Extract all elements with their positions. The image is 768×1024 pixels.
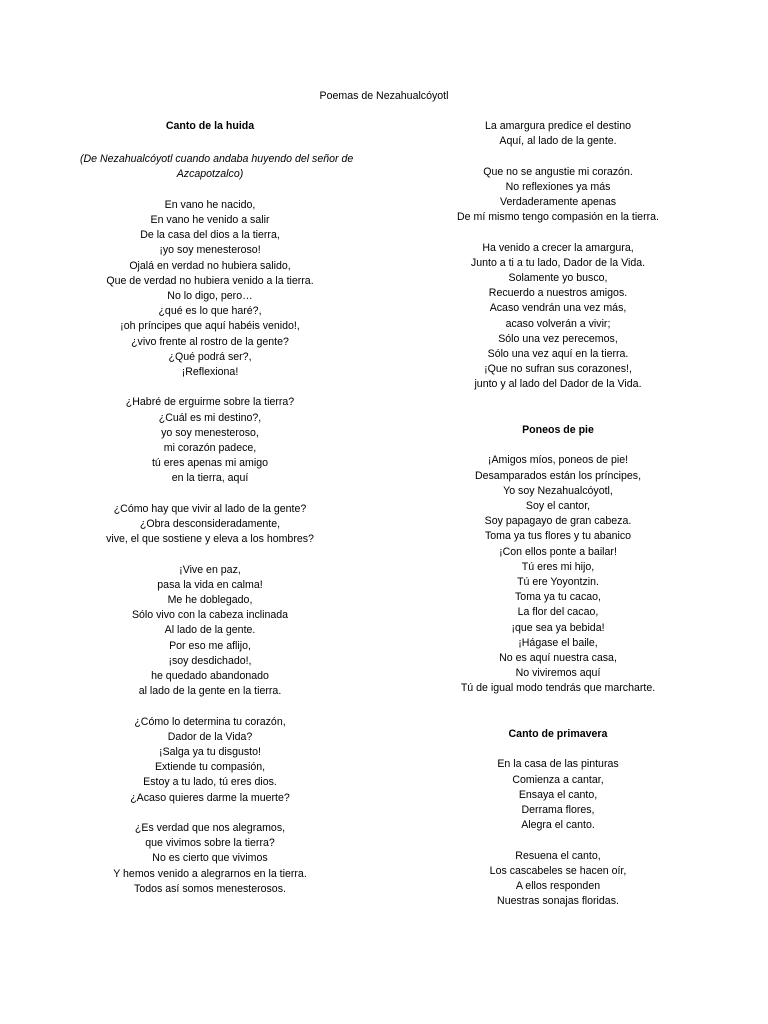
- poem-line: Toma ya tus flores y tu abanico: [484, 530, 632, 543]
- poem-line: ¡oh príncipes que aquí habéis venido!,: [120, 320, 300, 333]
- poem-line: Todos así somos menesterosos.: [134, 882, 286, 895]
- stanza: [80, 395, 340, 486]
- right-poems: [414, 423, 702, 909]
- poem-line: ¡Hágase el baile,: [518, 636, 598, 649]
- poem-line: he quedado abandonado: [151, 670, 269, 683]
- right-column: [414, 119, 702, 909]
- poem-line: Ha venido a crecer la amargura,: [482, 241, 634, 254]
- poem-line: ¿vivo frente al rostro de la gente?: [131, 335, 289, 348]
- poem-line: Soy el cantor,: [525, 500, 591, 513]
- poem-line: Acaso vendrán una vez más,: [489, 302, 627, 315]
- poem-title: Canto de primavera: [508, 728, 608, 741]
- poem-line: Nuestras sonajas floridas.: [497, 895, 619, 908]
- left-stanzas: [80, 198, 340, 897]
- poem-title: Poneos de pie: [522, 424, 594, 437]
- poem-line: en la tierra, aquí: [171, 472, 249, 485]
- poem-line: pasa la vida en calma!: [157, 578, 263, 591]
- poem-line: ¿Obra desconsideradamente,: [139, 518, 281, 531]
- poem-line: junto y al lado del Dador de la Vida.: [474, 378, 642, 391]
- poem-line: En la casa de las pinturas: [497, 758, 619, 771]
- poem-line: Y hemos venido a alegrarnos en la tierra.: [113, 867, 307, 880]
- poem-line: Tú eres mi hijo,: [521, 560, 595, 573]
- poem-line: ¿Habré de erguirme sobre la tierra?: [125, 396, 295, 409]
- poem-line: ¿Acaso quieres darme la muerte?: [130, 791, 290, 804]
- poem-line: Ojalá en verdad no hubiera salido,: [129, 259, 291, 272]
- poem-line: Solamente yo busco,: [508, 272, 608, 284]
- stanza: [80, 821, 340, 897]
- stanza: [414, 849, 702, 910]
- stanza: [414, 165, 702, 226]
- poem-line: No es aquí nuestra casa,: [499, 652, 617, 665]
- right-continuation-stanzas: [414, 119, 702, 393]
- poem-line: ¡que sea ya bebida!: [511, 621, 605, 634]
- poem-line: ¡Vive en paz,: [179, 563, 241, 576]
- document-title: Poemas de Nezahualcóyotl: [319, 90, 449, 102]
- poem-line: Toma ya tu cacao,: [515, 591, 601, 604]
- poem-line: ¿qué es lo que haré?,: [158, 305, 262, 318]
- poem-line: ¡Que no sufran sus corazones!,: [484, 363, 632, 376]
- poem-line: En vano he nacido,: [164, 198, 256, 211]
- stanza: [414, 241, 702, 393]
- poem-line: Dador de la Vida?: [167, 730, 253, 743]
- stanza: [414, 757, 702, 833]
- poem-line: No lo digo, pero…: [167, 290, 253, 303]
- stanza: [80, 715, 340, 806]
- poem-line: Resuena el canto,: [515, 849, 601, 862]
- poem-line: Comienza a cantar,: [512, 773, 604, 786]
- poem-line: mi corazón padece,: [163, 442, 257, 455]
- poem-line: acaso volverán a vivir;: [505, 317, 611, 330]
- poem-line: vive, el que sostiene y eleva a los hombres?: [106, 533, 314, 546]
- poem-line: Verdaderamente apenas: [499, 196, 617, 208]
- poem-line: De mí mismo tengo compasión en la tierra.: [457, 211, 659, 224]
- poem-line: ¡Salga ya tu disgusto!: [159, 746, 261, 759]
- poem-line: Los cascabeles se hacen oír,: [489, 864, 627, 877]
- poem-line: Me he doblegado,: [167, 594, 253, 607]
- poem-title-canto-de-la-huida: Canto de la huida: [165, 120, 255, 132]
- poem-subtitle: [80, 152, 354, 182]
- poem-line: ¿Cuál es mi destino?,: [158, 411, 262, 424]
- subtitle-line: (De Nezahualcóyotl cuando andaba huyendo del señor de: [80, 153, 354, 166]
- poem-line: Ensaya el canto,: [518, 788, 598, 801]
- poem-line: ¿Es verdad que nos alegramos,: [134, 822, 286, 835]
- stanza: [414, 119, 702, 149]
- poem-line: A ellos responden: [515, 880, 601, 893]
- poem-line: No reflexiones ya más: [505, 180, 611, 193]
- poem-line: que vivimos sobre la tierra?: [145, 837, 275, 850]
- poem-line: Sólo una vez perecemos,: [498, 332, 618, 345]
- poem-line: Soy papagayo de gran cabeza.: [484, 515, 632, 528]
- poem-line: Estoy a tu lado, tú eres dios.: [143, 776, 277, 789]
- stanza: [80, 198, 340, 380]
- poem-line: ¡yo soy menesteroso!: [159, 244, 261, 257]
- poem-line: Alegra el canto.: [521, 819, 595, 832]
- left-column: [80, 119, 354, 897]
- poem-line: Junto a ti a tu lado, Dador de la Vida.: [470, 256, 646, 269]
- poem-line: ¿Cómo lo determina tu corazón,: [134, 715, 286, 728]
- poem-line: Tú de igual modo tendrás que marcharte.: [460, 682, 656, 695]
- poem-line: Desamparados están los príncipes,: [474, 469, 642, 482]
- poem-line: Aquí, al lado de la gente.: [499, 135, 617, 148]
- poem-line: Que de verdad no hubiera venido a la tierra.: [106, 274, 314, 287]
- poem-line: ¿Cómo hay que vivir al lado de la gente?: [113, 502, 307, 515]
- poem-line: De la casa del dios a la tierra,: [140, 229, 280, 242]
- poem-line: al lado de la gente en la tierra.: [138, 685, 282, 698]
- poem-line: No es cierto que vivimos: [152, 852, 268, 865]
- poem-line: En vano he venido a salir: [150, 214, 270, 226]
- poem-line: ¡Amigos míos, poneos de pie!: [487, 454, 629, 467]
- poem-line: Sólo una vez aquí en la tierra.: [487, 348, 629, 361]
- poem-line: Derrama flores,: [521, 804, 595, 817]
- poem-line: Sólo vivo con la cabeza inclinada: [131, 609, 289, 622]
- poem-line: ¡Reflexiona!: [181, 366, 239, 379]
- stanza: [80, 502, 340, 548]
- poem-line: ¡Con ellos ponte a bailar!: [499, 545, 617, 558]
- poem-line: No viviremos aquí: [515, 667, 601, 680]
- subtitle-line: Azcapotzalco): [176, 168, 244, 181]
- poem-line: La amargura predice el destino: [484, 120, 632, 132]
- stanza: [414, 453, 702, 696]
- poem-line: Al lado de la gente.: [164, 624, 256, 637]
- poem-line: Que no se angustie mi corazón.: [483, 165, 633, 178]
- poem-line: Extiende tu compasión,: [154, 761, 266, 774]
- poem-line: tú eres apenas mi amigo: [151, 457, 268, 470]
- poem-line: Tú ere Yoyontzin.: [517, 576, 599, 589]
- poem-line: yo soy menesteroso,: [161, 426, 259, 439]
- poem-line: La flor del cacao,: [517, 606, 599, 619]
- stanza: [80, 563, 340, 700]
- poem-line: ¡soy desdichado!,: [168, 654, 252, 667]
- poem-line: Por eso me aflijo,: [169, 639, 251, 652]
- poem-line: Recuerdo a nuestros amigos.: [488, 287, 628, 300]
- poem-line: Yo soy Nezahualcóyotl,: [503, 484, 613, 497]
- poem-line: ¿Qué podrá ser?,: [168, 350, 252, 363]
